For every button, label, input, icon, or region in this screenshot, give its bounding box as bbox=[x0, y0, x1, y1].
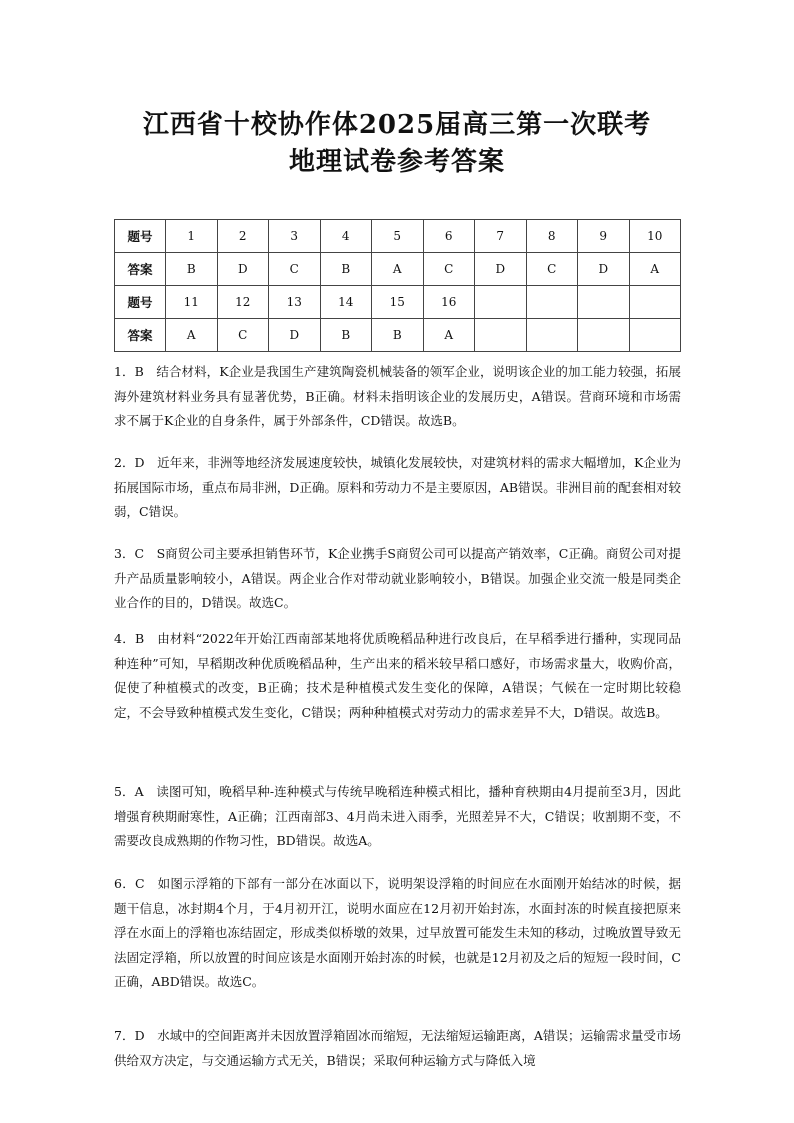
answer-cell bbox=[526, 319, 578, 352]
question-number: 1 bbox=[166, 220, 218, 253]
answer-cell: D bbox=[217, 253, 269, 286]
explanation-7: 7．D 水域中的空间距离并未因放置浮箱固冰而缩短，无法缩短运输距离，A错误；运输需求量受市场供给双方决定，与交通运输方式无关，B错误；采取何种运输方式与降低入境 bbox=[114, 1028, 681, 1068]
answer-cell: B bbox=[320, 319, 372, 352]
page-subtitle: 地理试卷参考答案 bbox=[288, 147, 505, 177]
question-number: 3 bbox=[269, 220, 321, 253]
table-row bbox=[115, 253, 681, 286]
answer-cell: C bbox=[269, 253, 321, 286]
question-number: 11 bbox=[166, 286, 218, 319]
question-number: 8 bbox=[526, 220, 578, 253]
table-row bbox=[115, 286, 681, 319]
question-number: 14 bbox=[320, 286, 372, 319]
page-title: 江西省十校协作体2025届高三第一次联考 bbox=[142, 110, 652, 140]
question-number: 13 bbox=[269, 286, 321, 319]
answer-cell: B bbox=[320, 253, 372, 286]
table-row bbox=[115, 220, 681, 253]
row-label-answer: 答案 bbox=[115, 319, 166, 352]
question-number: 4 bbox=[320, 220, 372, 253]
question-number: 16 bbox=[423, 286, 475, 319]
answer-cell bbox=[629, 319, 681, 352]
answer-cell: D bbox=[475, 253, 527, 286]
answer-cell: D bbox=[269, 319, 321, 352]
answer-cell: A bbox=[423, 319, 475, 352]
question-number: 9 bbox=[578, 220, 630, 253]
question-number: 15 bbox=[372, 286, 424, 319]
question-number bbox=[526, 286, 578, 319]
answer-cell: B bbox=[372, 319, 424, 352]
answer-cell: A bbox=[629, 253, 681, 286]
question-number bbox=[578, 286, 630, 319]
question-number: 10 bbox=[629, 220, 681, 253]
answer-cell: C bbox=[217, 319, 269, 352]
answer-cell: C bbox=[423, 253, 475, 286]
explanation-5: 5．A 读图可知，晚稻早种-连种模式与传统早晚稻连种模式相比，播种育秧期由4月提前至3月，因此增强育秧期耐寒性，A正确；江西南部3、4月尚未进入雨季，光照差异不大，C错误；收割期不变，不需要改良成熟期的作物习性，BD错误。故选A。 bbox=[114, 784, 681, 848]
row-label-question: 题号 bbox=[115, 286, 166, 319]
explanation-1: 1．B 结合材料，K企业是我国生产建筑陶瓷机械装备的领军企业，说明该企业的加工能力较强，拓展海外建筑材料业务具有显著优势，B正确。材料未指明该企业的发展历史，A错误。营商环境和市场需求不属于K企业的自身条件，属于外部条件，CD错误。故选B。 bbox=[114, 364, 681, 428]
question-number bbox=[475, 286, 527, 319]
answer-cell: D bbox=[578, 253, 630, 286]
row-label-answer: 答案 bbox=[115, 253, 166, 286]
question-number: 12 bbox=[217, 286, 269, 319]
question-number bbox=[629, 286, 681, 319]
question-number: 5 bbox=[372, 220, 424, 253]
explanation-4: 4．B 由材料“2022年开始江西南部某地将优质晚稻品种进行改良后，在早稻季进行播种，实现同品种连种”可知，早稻期改种优质晚稻品种，生产出来的稻米较早稻口感好，市场需求量大，收购价高，促使了种植模式的改变，B正确；技术是种植模式发生变化的保障，A错误；气候在一定时期比较稳定，不会导致种植模式发生变化，C错误；两种种植模式对劳动力的需求差异不大，D错误。故选B。 bbox=[114, 631, 681, 720]
answer-cell: A bbox=[166, 319, 218, 352]
question-number: 7 bbox=[475, 220, 527, 253]
explanation-2: 2．D 近年来，非洲等地经济发展速度较快，城镇化发展较快，对建筑材料的需求大幅增加，K企业为拓展国际市场，重点布局非洲，D正确。原料和劳动力不是主要原因，AB错误。非洲目前的配套相对较弱，C错误。 bbox=[114, 455, 681, 519]
answer-table bbox=[114, 219, 681, 352]
explanation-3: 3．C S商贸公司主要承担销售环节，K企业携手S商贸公司可以提高产销效率，C正确。商贸公司对提升产品质量影响较小，A错误。两企业合作对带动就业影响较小，B错误。加强企业交流一般是同类企业合作的目的，D错误。故选C。 bbox=[114, 546, 681, 610]
question-number: 2 bbox=[217, 220, 269, 253]
row-label-question: 题号 bbox=[115, 220, 166, 253]
answer-cell: C bbox=[526, 253, 578, 286]
answer-cell: A bbox=[372, 253, 424, 286]
answer-cell bbox=[475, 319, 527, 352]
table-row bbox=[115, 319, 681, 352]
answer-cell: B bbox=[166, 253, 218, 286]
explanation-6: 6．C 如图示浮箱的下部有一部分在冰面以下，说明架设浮箱的时间应在水面刚开始结冰的时候，据题干信息，冰封期4个月，于4月初开江，说明水面应在12月初开始封冻，水面封冻的时候直接把原来浮在水面上的浮箱也冻结固定，形成类似桥墩的效果，过早放置可能发生未知的移动，过晚放置导致无法固定浮箱，所以放置的时间应该是水面刚开始封冻的时候，也就是12月初及之后的短短一段时间，C正确，ABD错误。故选C。 bbox=[114, 876, 681, 989]
question-number: 6 bbox=[423, 220, 475, 253]
answer-cell bbox=[578, 319, 630, 352]
